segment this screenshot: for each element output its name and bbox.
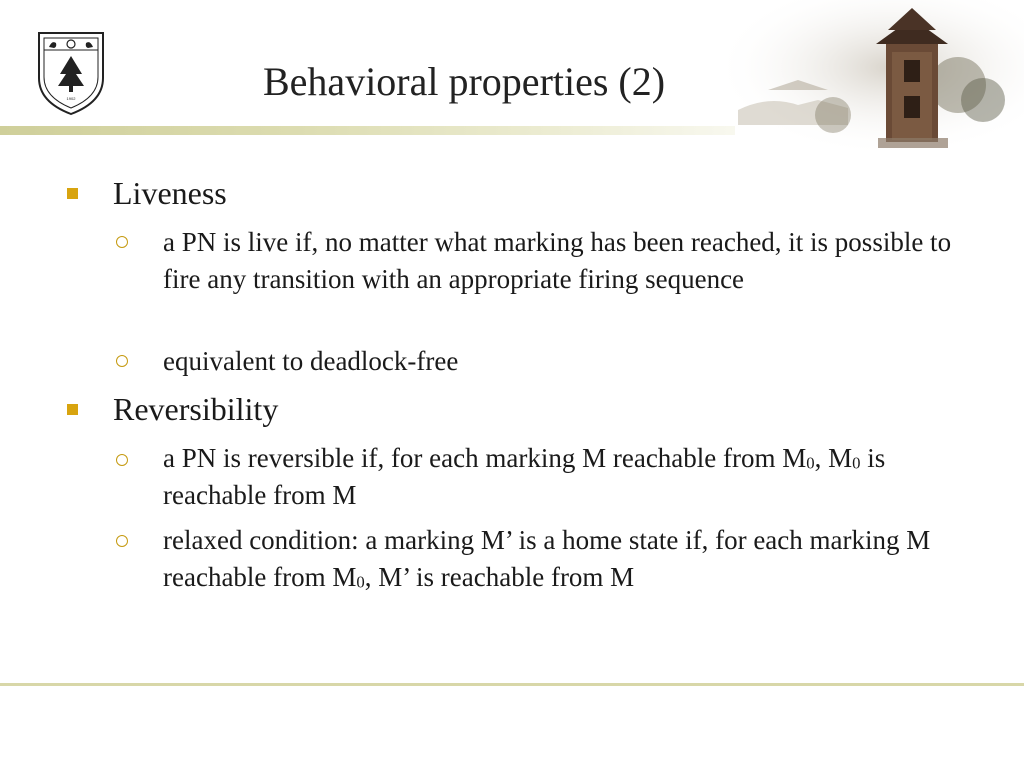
seal-year: 1902 (66, 96, 76, 101)
bullet-ring-icon (116, 454, 128, 466)
bullet-liveness: Liveness (113, 175, 227, 211)
liveness-equivalence: equivalent to deadlock-free (163, 346, 459, 376)
home-state-definition: relaxed condition: a marking M’ is a home state if, for each marking M reachable from $M_0$, M’ is reachable from M (163, 525, 931, 592)
bullet-square-icon (67, 188, 78, 199)
liveness-definition: a PN is live if, no matter what marking has been reached, it is possible to fire any transition with an appropriate firing sequence (163, 227, 952, 294)
bullet-reversibility: Reversibility (113, 391, 279, 427)
footer-divider (0, 683, 1024, 686)
bullet-ring-icon (116, 236, 128, 248)
bullet-ring-icon (116, 535, 128, 547)
reversibility-definition: a PN is reversible if, for each marking M reachable from $M_0$, $M_0$ is reachable from M (163, 443, 886, 510)
bullet-square-icon (67, 404, 78, 415)
slide-title: Behavioral properties (2) (263, 59, 666, 104)
bullet-ring-icon (116, 355, 128, 367)
